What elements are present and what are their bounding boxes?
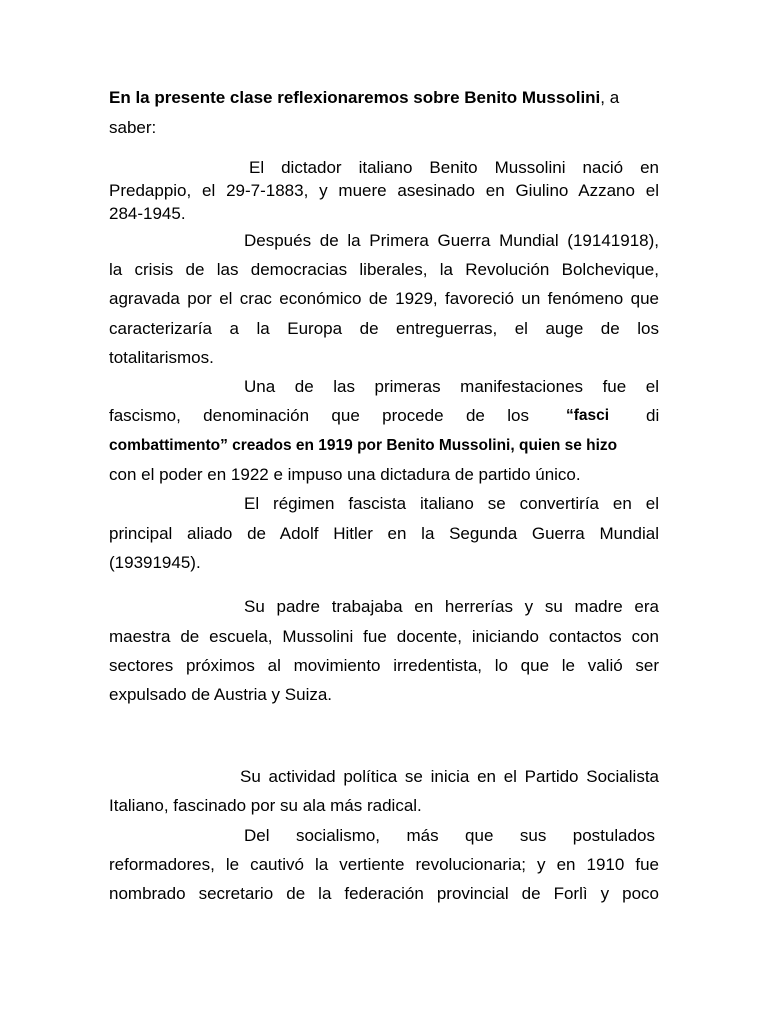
paragraph-line: fascismo, denominación que procede de los <box>109 406 529 425</box>
paragraph-line: maestra de escuela, Mussolini fue docente, iniciando contactos con <box>109 627 659 646</box>
paragraph-line: Predappio, el 29-7-1883, y muere asesinado en Giulino Azzano el <box>109 181 659 200</box>
paragraph-line: principal aliado de Adolf Hitler en la Segunda Guerra Mundial <box>109 524 659 543</box>
paragraph-line: Su padre trabajaba en herrerías y su madre era <box>244 597 659 616</box>
paragraph-line: expulsado de Austria y Suiza. <box>109 685 333 704</box>
paragraph-line: sectores próximos al movimiento irredentista, lo que le valió ser <box>109 656 659 675</box>
paragraph-line: totalitarismos. <box>109 348 214 367</box>
paragraph-line: Del socialismo, más que sus postulados <box>244 826 655 845</box>
paragraph-line: 284-1945. <box>109 204 186 223</box>
paragraph-line: (19391945). <box>109 553 201 572</box>
paragraph-line: Su actividad política se inicia en el Partido Socialista <box>240 767 659 786</box>
paragraph-line: la crisis de las democracias liberales, la Revolución Bolchevique, <box>109 260 659 279</box>
paragraph-line: Después de la Primera Guerra Mundial (19141918), <box>244 231 659 250</box>
intro-rest-text: , a <box>600 88 620 107</box>
intro-line-1 <box>109 88 659 108</box>
bold-quote-end: di <box>646 406 660 425</box>
paragraph-line: con el poder en 1922 e impuso una dictadura de partido único. <box>109 465 581 484</box>
intro-line-2: saber: <box>109 118 157 137</box>
paragraph-line: El régimen fascista italiano se convertiría en el <box>244 494 659 513</box>
paragraph-line: nombrado secretario de la federación provincial de Forlì y poco <box>109 884 659 903</box>
paragraph-line-bold: combattimento” creados en 1919 por Benito Mussolini, quien se hizo <box>109 437 618 454</box>
paragraph-line: caracterizaría a la Europa de entreguerras, el auge de los <box>109 319 659 338</box>
paragraph-line: Italiano, fascinado por su ala más radical. <box>109 796 422 815</box>
paragraph-line: Una de las primeras manifestaciones fue el <box>244 377 659 396</box>
paragraph-line: reformadores, le cautivó la vertiente revolucionaria; y en 1910 fue <box>109 855 659 874</box>
bold-quote-start: “fasci <box>566 407 610 424</box>
paragraph-line: El dictador italiano Benito Mussolini nació en <box>249 158 659 177</box>
paragraph-line: agravada por el crac económico de 1929, favoreció un fenómeno que <box>109 289 659 308</box>
intro-bold-text: En la presente clase reflexionaremos sobre Benito Mussolini <box>109 88 601 107</box>
